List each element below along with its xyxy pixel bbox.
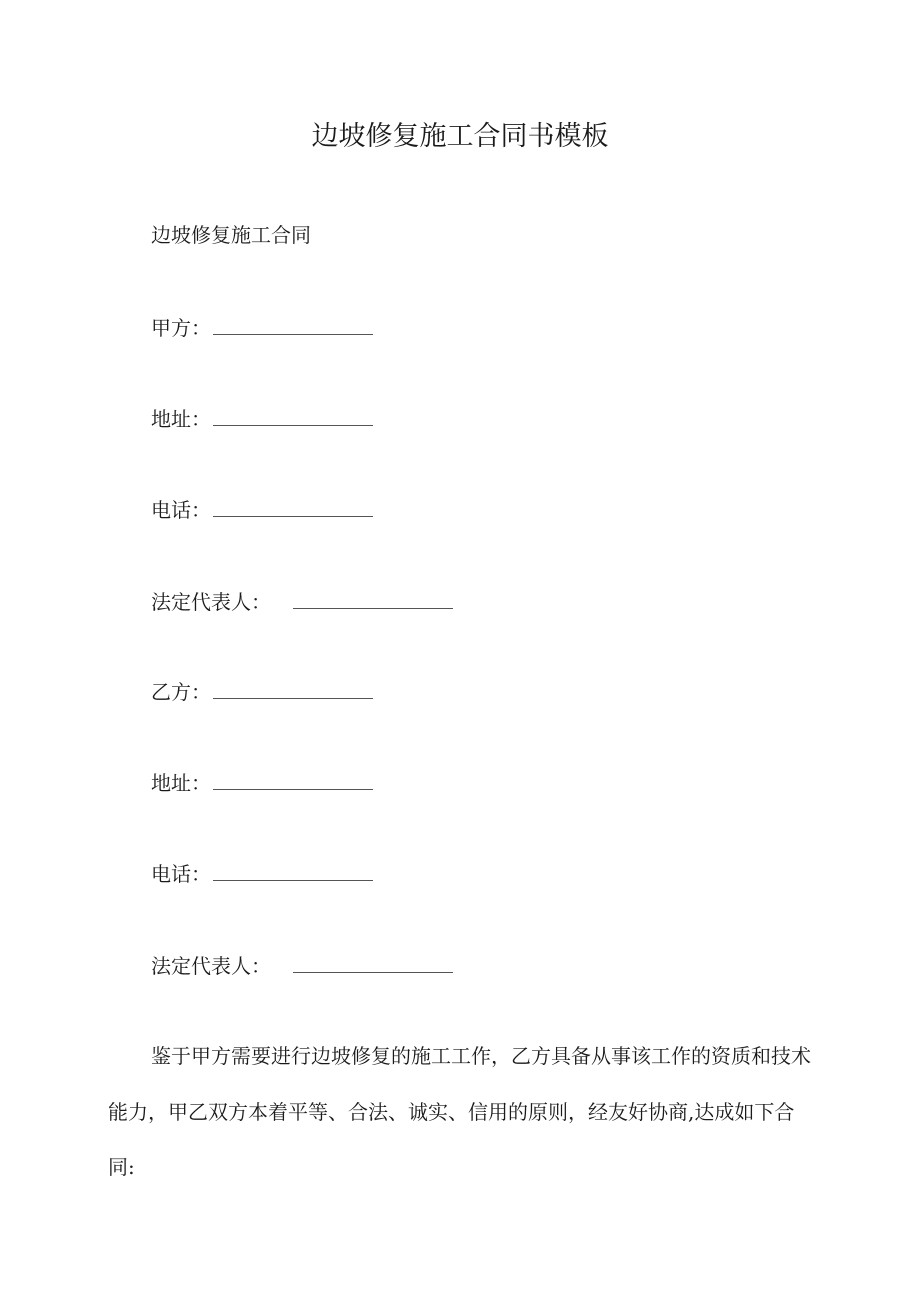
party-a-rep-field <box>151 587 453 617</box>
party-a-name-blank[interactable] <box>213 314 373 335</box>
contract-subtitle: 边坡修复施工合同 <box>151 223 311 247</box>
party-b-address-field <box>151 768 373 798</box>
party-a-rep-blank[interactable] <box>293 588 453 609</box>
party-b-name-blank[interactable] <box>213 678 373 699</box>
party-b-rep-label: 法定代表人： <box>151 954 271 978</box>
document-title: 边坡修复施工合同书模板 <box>311 121 609 152</box>
preamble-line-1: 鉴于甲方需要进行边坡修复的施工工作，乙方具备从事该工作的资质和技术 <box>151 1044 811 1068</box>
party-a-name-field <box>151 313 373 343</box>
party-b-name-field <box>151 677 373 707</box>
party-a-address-blank[interactable] <box>213 405 373 426</box>
party-a-phone-blank[interactable] <box>213 496 373 517</box>
party-b-name-label: 乙方： <box>151 680 211 704</box>
preamble-line-3: 同: <box>108 1155 135 1179</box>
party-b-phone-blank[interactable] <box>213 860 373 881</box>
preamble-line-2: 能力，甲乙双方本着平等、合法、诚实、信用的原则，经友好协商,达成如下合 <box>108 1100 795 1124</box>
party-a-name-label: 甲方： <box>151 316 211 340</box>
party-b-address-label: 地址： <box>151 771 211 795</box>
party-b-phone-field <box>151 859 373 889</box>
party-a-address-label: 地址： <box>151 407 211 431</box>
party-b-rep-field <box>151 951 453 981</box>
party-b-address-blank[interactable] <box>213 769 373 790</box>
party-b-rep-blank[interactable] <box>293 952 453 973</box>
party-a-phone-field <box>151 495 373 525</box>
party-b-phone-label: 电话： <box>151 862 211 886</box>
party-a-phone-label: 电话： <box>151 498 211 522</box>
party-a-address-field <box>151 404 373 434</box>
party-a-rep-label: 法定代表人： <box>151 590 271 614</box>
